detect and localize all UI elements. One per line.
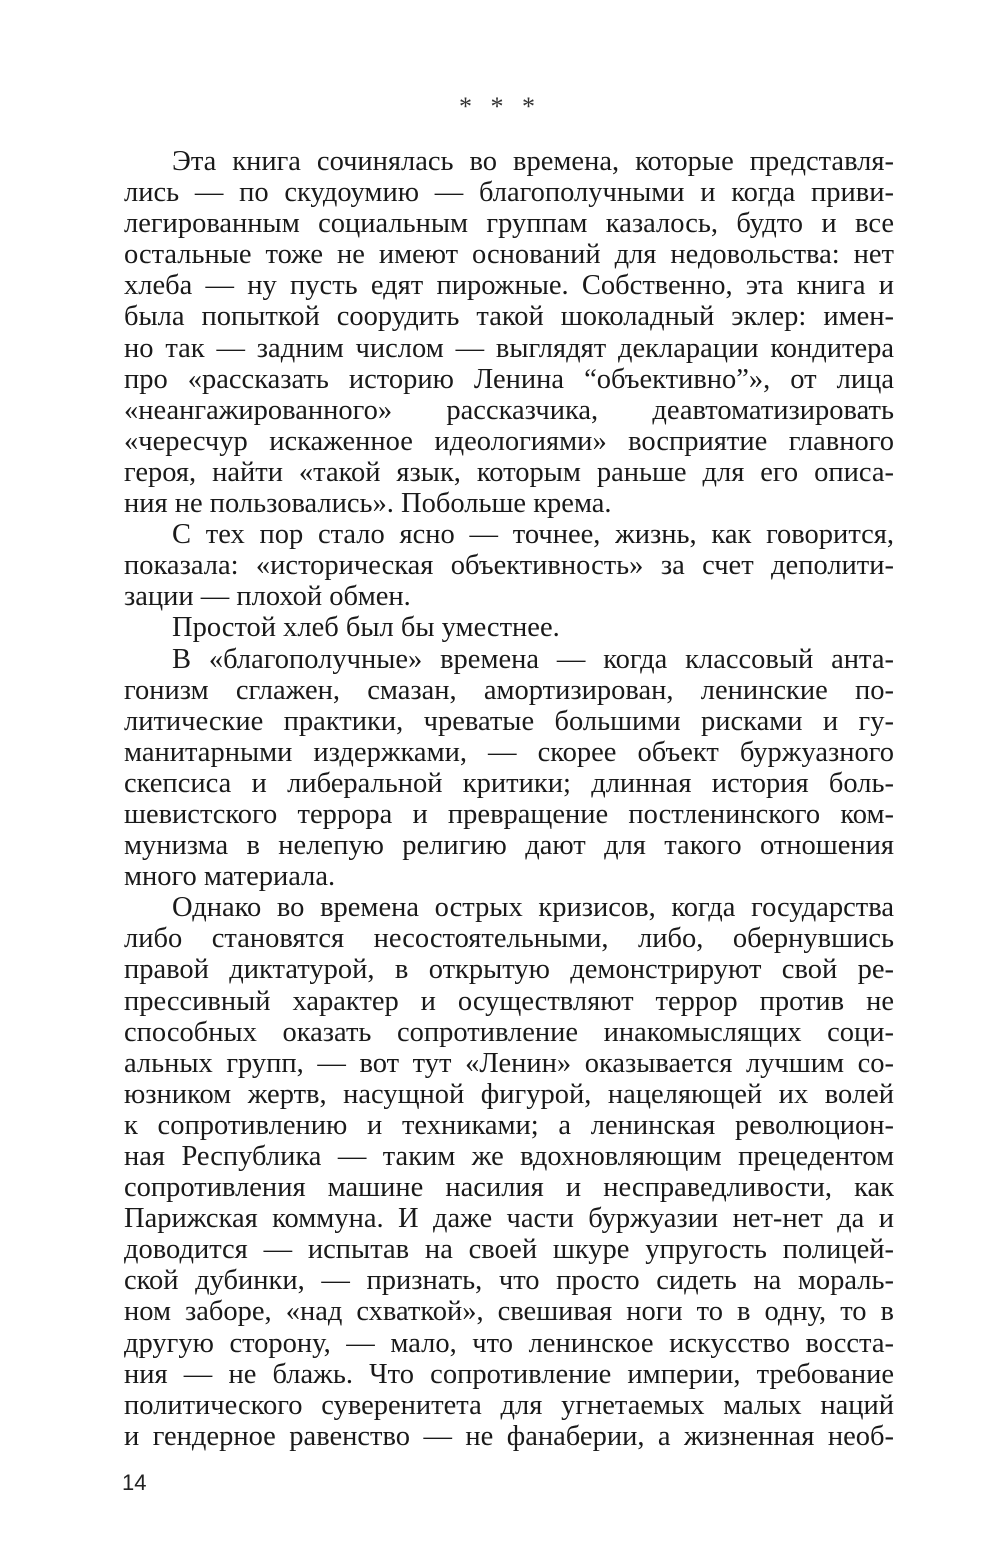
text-line: была попыткой соорудить такой шоколадный эклер: имен- (124, 301, 894, 333)
text-line: альных групп, — вот тут «Ленин» оказывается лучшим со- (124, 1047, 894, 1079)
text-line: манитарными издержками, — скорее объект буржуазного (124, 736, 894, 768)
text-line: хлеба — ну пусть едят пирожные. Собственно, эта книга и (124, 270, 894, 302)
text-line: Эта книга сочинялась во времена, которые представля- (172, 146, 894, 177)
text-line: В «благополучные» времена — когда классовый анта- (172, 643, 894, 675)
text-line: либо становятся несостоятельными, либо, обернувшись (124, 923, 894, 955)
text-line: мунизма в нелепую религию дают для такого отношения (124, 830, 894, 862)
text-line: ния — не блажь. Что сопротивление империи, требование (124, 1358, 894, 1390)
text-line: гонизм сглажен, смазан, амортизирован, ленинские по- (124, 674, 894, 706)
text-line: Парижская коммуна. И даже части буржуазии нет-нет да и (124, 1203, 894, 1235)
text-line: «чересчур искаженное идеологиями» восприятие главного (124, 425, 894, 457)
text-line: показала: «историческая объективность» за счет деполити- (124, 550, 894, 582)
text-line: Простой хлеб был бы уместнее. (172, 612, 560, 644)
text-line: легированным социальным группам казалось, будто и все (124, 208, 894, 240)
text-line: шевистского террора и превращение постленинского ком- (124, 798, 894, 830)
text-line: и гендерное равенство — не фанаберии, а жизненная необ- (124, 1420, 894, 1452)
text-line: сопротивления машине насилия и несправедливости, как (124, 1172, 894, 1204)
text-line: «неангажированного» рассказчика, деавтоматизировать (124, 394, 894, 426)
text-line: много материала. (124, 861, 336, 893)
text-line: про «рассказать историю Ленина “объективно”», от лица (124, 363, 894, 395)
text-line: лись — по скудоумию — благополучными и когда приви- (124, 177, 894, 209)
text-line: С тех пор стало ясно — точнее, жизнь, как говорится, (172, 519, 894, 551)
text-line: к сопротивлению и техниками; а ленинская революцион- (124, 1109, 894, 1141)
text-line: ской дубинки, — признать, что просто сидеть на мораль- (124, 1265, 894, 1297)
text-line: литические практики, чреватые большими рисками и гу- (124, 705, 894, 737)
text-line: доводится — испытав на своей шкуре упругость полицей- (124, 1234, 894, 1266)
text-line: зации — плохой обмен. (124, 581, 411, 613)
text-line: но так — задним числом — выглядят декларации кондитера (124, 332, 894, 364)
text-line: ная Республика — таким же вдохновляющим прецедентом (124, 1141, 894, 1172)
text-line: политического суверенитета для угнетаемых малых наций (124, 1389, 894, 1421)
text-line: правой диктатурой, в открытую демонстрируют свой ре- (124, 954, 894, 986)
body-text (124, 146, 894, 1452)
text-line: ния не пользовались». Побольше крема. (124, 488, 612, 520)
text-line: юзником жертв, насущной фигурой, нацеляющей их волей (124, 1078, 894, 1110)
section-separator: * * * (459, 92, 541, 121)
text-line: способных оказать сопротивление инакомыслящих соци- (124, 1016, 894, 1048)
text-line: скепсиса и либеральной критики; длинная история боль- (124, 767, 894, 799)
text-line: остальные тоже не имеют оснований для недовольства: нет (124, 239, 894, 271)
text-line: Однако во времена острых кризисов, когда государства (172, 892, 894, 924)
page-number: 14 (122, 1470, 147, 1495)
text-line: героя, найти «такой язык, которым раньше для его описа- (124, 456, 894, 488)
text-line: ном заборе, «над схваткой», свешивая ноги то в одну, то в (124, 1296, 894, 1328)
text-line: другую сторону, — мало, что ленинское искусство восста- (124, 1327, 894, 1359)
text-line: прессивный характер и осуществляют террор против не (124, 985, 894, 1017)
